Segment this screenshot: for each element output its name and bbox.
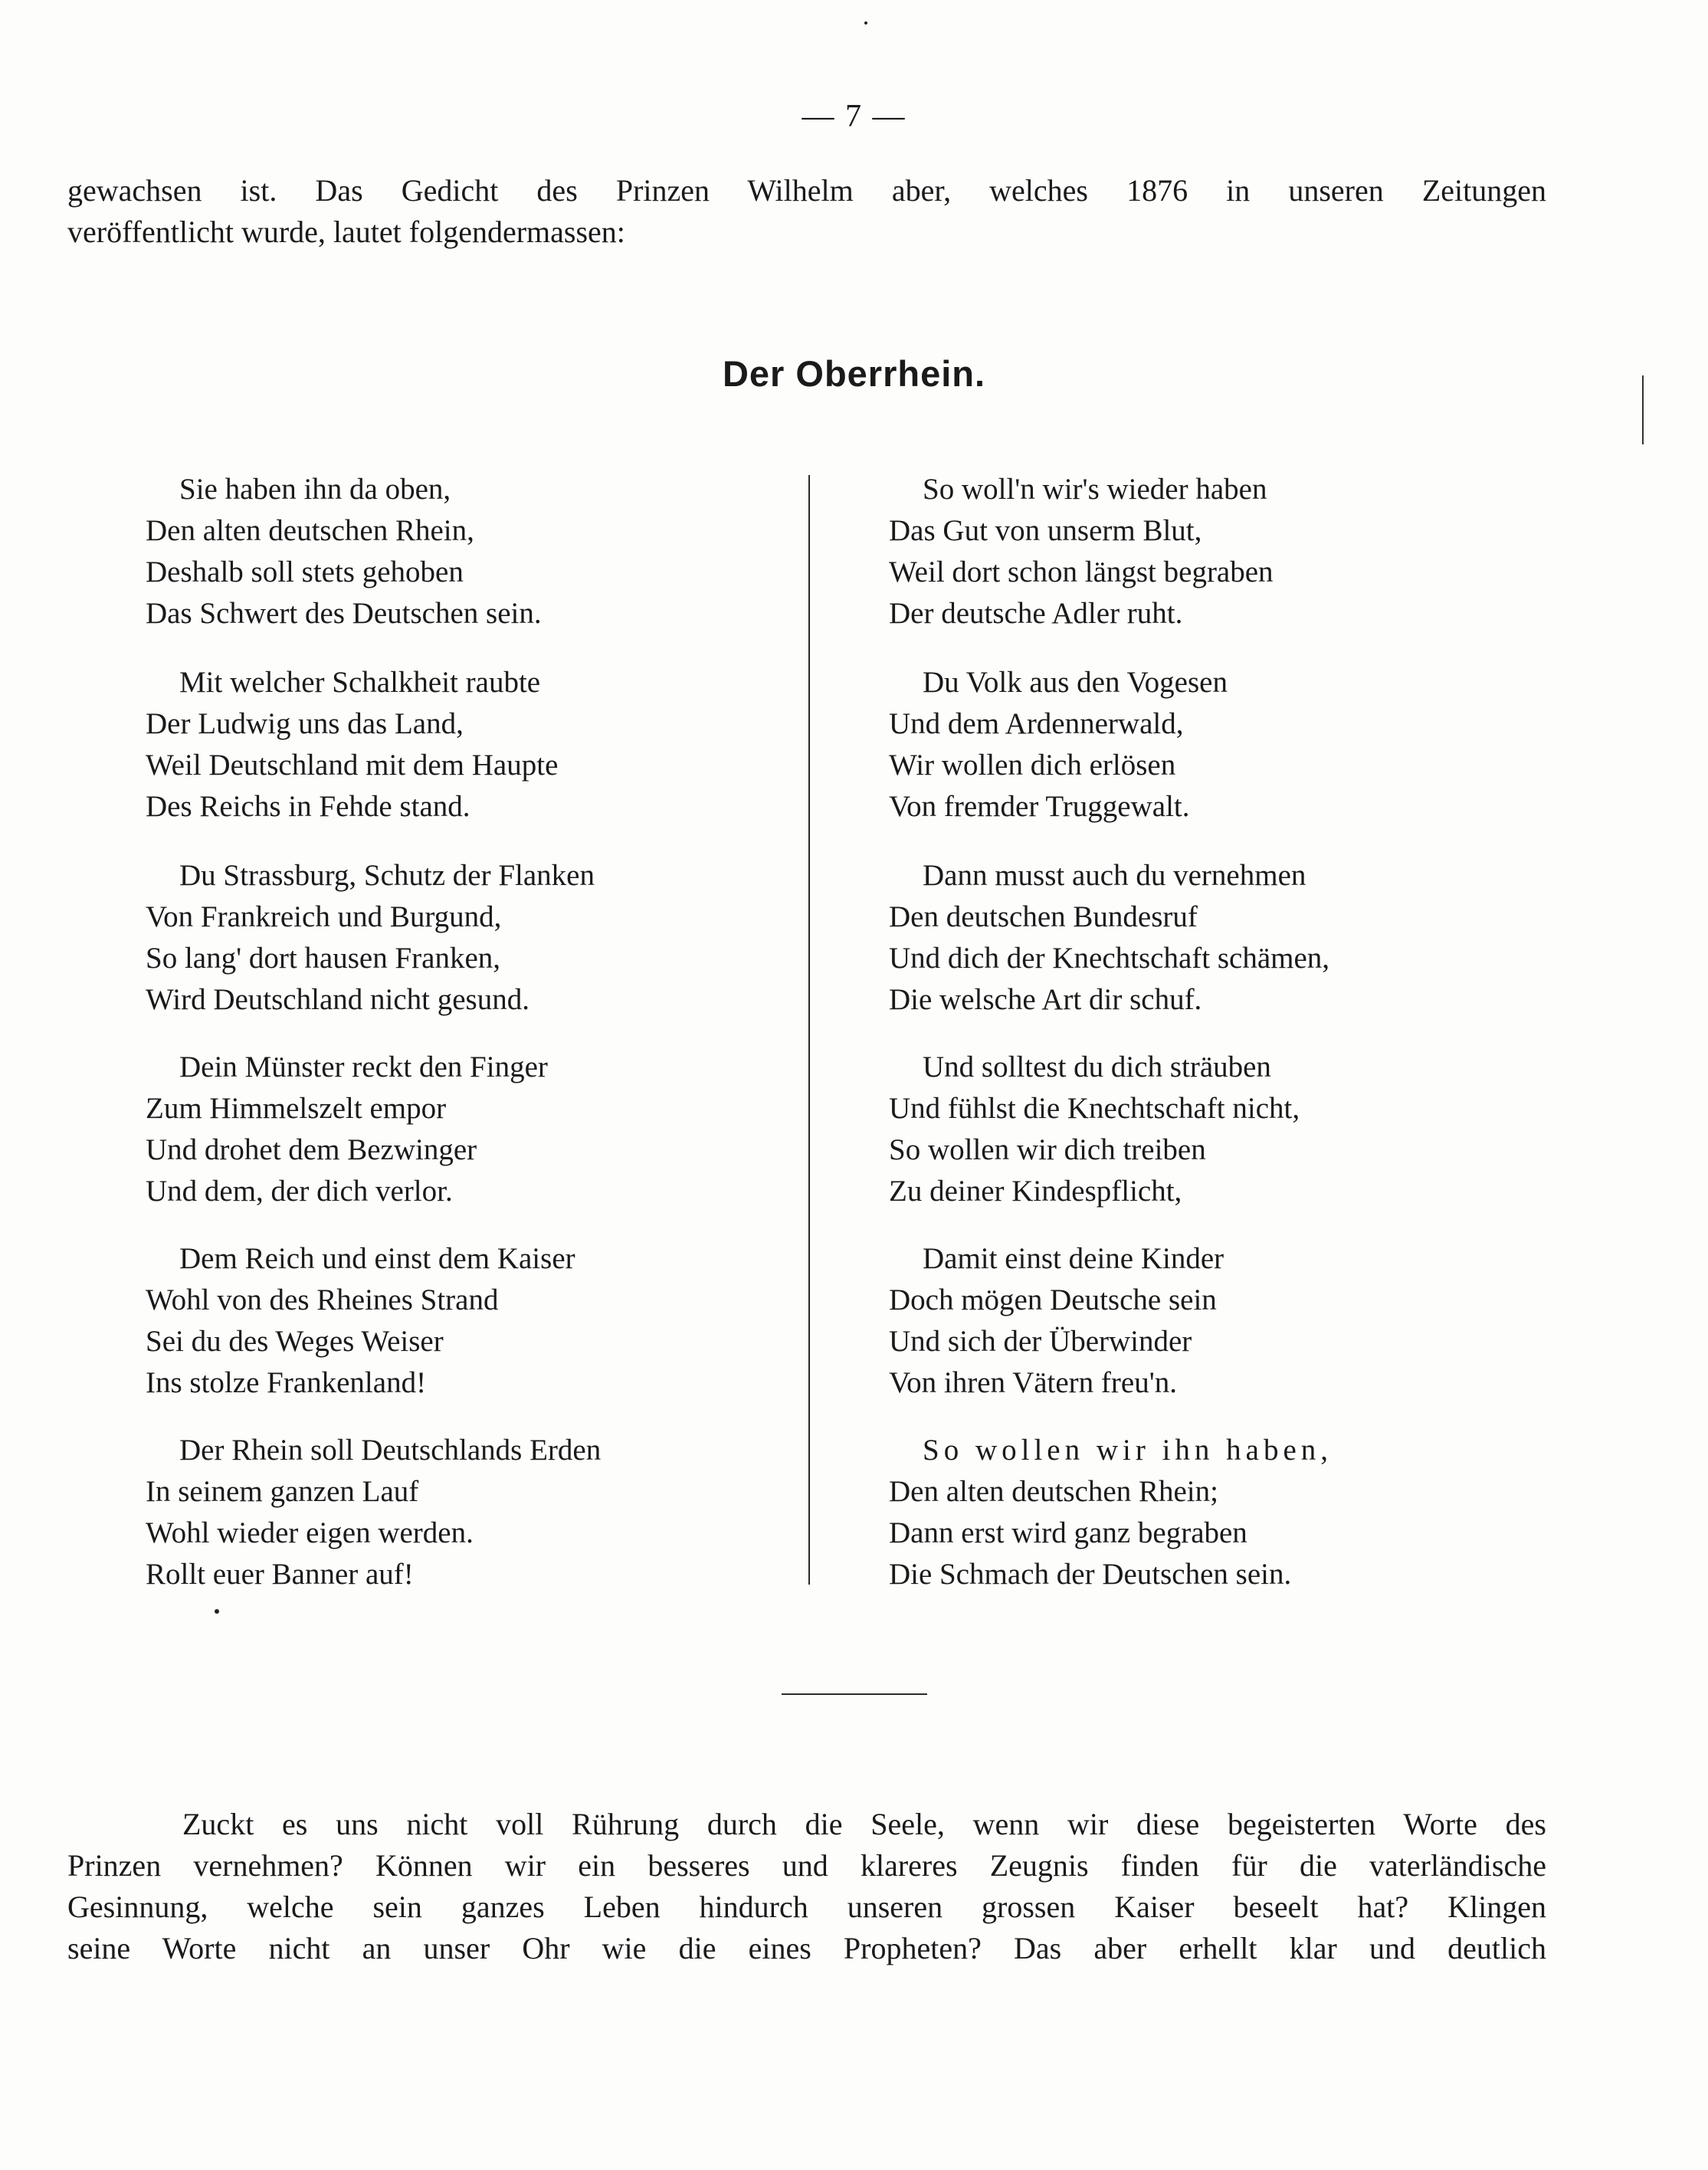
verse-line: Zum Himmelszelt empor (146, 1092, 447, 1125)
verse-line: Du Strassburg, Schutz der Flanken (179, 859, 595, 892)
verse-line: Weil dort schon längst begraben (889, 556, 1274, 588)
verse-line: Und solltest du dich sträuben (923, 1051, 1271, 1083)
right-stanza-3 (889, 855, 1579, 1021)
verse-line: Das Gut von unserm Blut, (889, 514, 1202, 547)
verse-line: Weil Deutschland mit dem Haupte (146, 749, 559, 782)
right-stanza-2 (889, 662, 1579, 828)
verse-line: Und dem Ardennerwald, (889, 707, 1184, 740)
verse-line: Und dem, der dich verlor. (146, 1175, 453, 1208)
verse-line: Doch mögen Deutsche sein (889, 1283, 1217, 1316)
left-stanza-2 (146, 662, 835, 828)
left-stanza-4 (146, 1047, 835, 1212)
verse-line: Damit einst deine Kinder (923, 1242, 1224, 1275)
right-stanza-6 (889, 1430, 1579, 1595)
verse-line: Der deutsche Adler ruht. (889, 597, 1183, 630)
stray-dot-mark (864, 21, 867, 25)
verse-line: Dann erst wird ganz begraben (889, 1516, 1247, 1549)
right-stanza-4 (889, 1047, 1579, 1212)
verse-line: Der Ludwig uns das Land, (146, 707, 464, 740)
verse-line: Den deutschen Bundesruf (889, 900, 1198, 933)
verse-line: Des Reichs in Fehde stand. (146, 790, 470, 823)
poem-column-divider (808, 475, 810, 1585)
verse-line: Die Schmach der Deutschen sein. (889, 1558, 1292, 1591)
page-number: — 7 — (802, 99, 906, 134)
poem-title: Der Oberrhein. (722, 353, 986, 394)
verse-line: Und dich der Knechtschaft schämen, (889, 942, 1330, 975)
verse-line: Der Rhein soll Deutschlands Erden (179, 1434, 602, 1467)
verse-line: Wohl wieder eigen werden. (146, 1516, 474, 1549)
right-stanza-5 (889, 1238, 1579, 1404)
verse-line: Sei du des Weges Weiser (146, 1325, 444, 1358)
verse-line: Den alten deutschen Rhein, (146, 514, 474, 547)
verse-line: So wollen wir dich treiben (889, 1133, 1206, 1166)
verse-line: Deshalb soll stets gehoben (146, 556, 464, 588)
verse-line: Zu deiner Kindespflicht, (889, 1175, 1182, 1208)
verse-line: So lang' dort hausen Franken, (146, 942, 501, 975)
section-divider (782, 1693, 927, 1695)
closing-line-3: Gesinnung, welche sein ganzes Leben hindurch unseren grossen Kaiser beseelt hat? Klingen (67, 1890, 1546, 1924)
left-stanza-6 (146, 1430, 835, 1595)
closing-line-1: Zuckt es uns nicht voll Rührung durch die Seele, wenn wir diese begeisterten Worte des (182, 1807, 1546, 1841)
verse-line: Sie haben ihn da oben, (179, 473, 451, 506)
verse-line: In seinem ganzen Lauf (146, 1475, 419, 1508)
verse-line: Wir wollen dich erlösen (889, 749, 1176, 782)
verse-line: Von Frankreich und Burgund, (146, 900, 502, 933)
intro-line-1: gewachsen ist. Das Gedicht des Prinzen Wilhelm aber, welches 1876 in unseren Zeitungen (67, 173, 1546, 208)
closing-line-2: Prinzen vernehmen? Können wir ein besseres und klareres Zeugnis finden für die vaterländische (67, 1848, 1546, 1883)
verse-line: Und drohet dem Bezwinger (146, 1133, 477, 1166)
left-stanza-3 (146, 855, 835, 1021)
verse-line: Dem Reich und einst dem Kaiser (179, 1242, 575, 1275)
verse-line: So woll'n wir's wieder haben (923, 473, 1267, 506)
verse-line: Du Volk aus den Vogesen (923, 666, 1228, 699)
verse-line: Wird Deutschland nicht gesund. (146, 983, 529, 1016)
verse-line: Rollt euer Banner auf! (146, 1558, 414, 1591)
verse-line: Dann musst auch du vernehmen (923, 859, 1306, 892)
verse-line: Und sich der Überwinder (889, 1325, 1192, 1358)
verse-line: Von ihren Vätern freu'n. (889, 1366, 1177, 1399)
intro-line-2: veröffentlicht wurde, lautet folgendermassen: (67, 215, 625, 249)
verse-line: Die welsche Art dir schuf. (889, 983, 1202, 1016)
verse-line: Wohl von des Rheines Strand (146, 1283, 499, 1316)
verse-line: Von fremder Truggewalt. (889, 790, 1190, 823)
verse-line: Und fühlst die Knechtschaft nicht, (889, 1092, 1300, 1125)
left-stanza-1 (146, 469, 835, 634)
verse-line: Ins stolze Frankenland! (146, 1366, 427, 1399)
verse-line: Dein Münster reckt den Finger (179, 1051, 548, 1083)
verse-line: So wollen wir ihn haben, (923, 1434, 1333, 1467)
left-stanza-5 (146, 1238, 835, 1404)
closing-line-4: seine Worte nicht an unser Ohr wie die eines Propheten? Das aber erhellt klar und deutlich (67, 1931, 1546, 1965)
margin-mark (1642, 375, 1644, 444)
stray-dot-mark (215, 1609, 219, 1614)
right-stanza-1 (889, 469, 1579, 634)
verse-line: Das Schwert des Deutschen sein. (146, 597, 542, 630)
verse-line: Den alten deutschen Rhein; (889, 1475, 1218, 1508)
verse-line: Mit welcher Schalkheit raubte (179, 666, 541, 699)
